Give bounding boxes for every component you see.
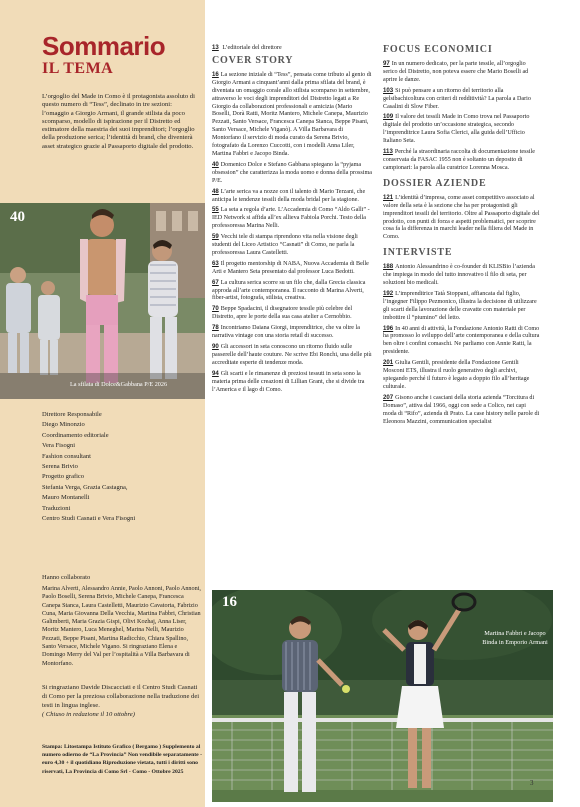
toc-page-number[interactable]: 196: [383, 324, 394, 332]
photo-page-number: 16: [222, 594, 237, 610]
toc-page-number[interactable]: 63: [212, 259, 219, 267]
toc-page-number[interactable]: 78: [212, 324, 219, 332]
toc-entry-text: La sezione iniziale di “Tess”, pensata come tributo al genio di Giorgio Armani a cinquant’anni dalla prima sfilata del brand, è diventata un omaggio corale allo stilista scomparso in settembre, attraverso le voci degli imprenditori del Distretto legati a Re Giorgio da collaborazioni professionali e amicizia (Mario Boselli, Dorà Ratti, Moritz Mantero, Michele Canepa, Maurizio Pezzati, Santo Versace, Francesca Canepa Stanca, Beppe Pisani, Santo Versace, Michele Viganò). A Villa Barbavara di Montorfano il servizio di moda curato da Serena Brivio, fotografato da Lorenzo Cuccotti, con i modelli Anna Liler, Martina Fabbri e Jacopo Binda.: [212, 71, 372, 157]
credit-line: Mauro Montanelli: [42, 494, 90, 502]
toc-page-number[interactable]: 13: [212, 44, 219, 51]
credit-line: Vera Fisogni: [42, 442, 76, 450]
toc-entry: [212, 279, 372, 304]
toc-entry-text: L’imprenditrice Tatà Stoppani, affiancata dal figlio, l’ingegner Filippo Pezmonico, illustra la decisione di utilizzare gli scarti della lavorazione delle cravatte con materiale per imbottire il “piumino” del letto.: [383, 290, 537, 321]
toc-entry: [383, 113, 541, 146]
toc-page-number[interactable]: 192: [383, 289, 394, 297]
toc-entry: [383, 87, 541, 112]
acknowledgements: [42, 683, 202, 719]
toc-page-number[interactable]: 188: [383, 263, 394, 271]
toc-entry-text: In un numero dedicato, per la parte tessile, all’orgoglio serico del Distretto, non poteva essere che Mario Boselli ad aprire le danze.: [383, 61, 529, 83]
tennis-image: [212, 590, 553, 802]
toc-entry-text: Si può pensare a un ritorno del territorio alla gelsibachicoltura con criteri di redditività? La parola a Dario Casalini di Slow Fiber.: [383, 87, 531, 110]
toc-page-number[interactable]: 113: [383, 148, 393, 156]
page-title: Sommario: [42, 31, 166, 61]
toc-entry-text: Il progetto mentorship di NABA, Nuova Accademia di Belle Arti e Mantero Seta presentato dal professor Luca Bedotti.: [212, 260, 369, 275]
toc-entry-text: La cultura serica scorre su un filo che, dalla Grecia classica approda all’arte contemporanea. Il racconto di Marina Alverti, fiber-artist, fotografa, stilista, creativa.: [212, 279, 366, 302]
toc-page-number[interactable]: 70: [212, 305, 219, 313]
toc-entry: [383, 148, 541, 173]
toc-entry: [383, 325, 541, 358]
section-title-cover-story: COVER STORY: [212, 54, 294, 66]
credit-line: Fashion consultant: [42, 452, 91, 460]
toc-entry: [212, 233, 372, 258]
toc-entry-text: Gli accessori in seta conoscono un ritorno fluido sulle passerelle dell’haute couture. Ne scrive Ebi Ronchi, una delle più accreditate esperte di tendenze moda.: [212, 344, 372, 366]
credit-line: Stefania Verga, Grazia Castagna,: [42, 483, 128, 491]
fashion-show-photo: [0, 203, 205, 399]
credit-line: Serena Brivio: [42, 463, 78, 471]
toc-page-number[interactable]: 94: [212, 369, 219, 377]
masthead: [42, 32, 165, 78]
toc-page-number[interactable]: 55: [212, 206, 219, 214]
toc-entry-text: L’editoriale del direttore: [222, 45, 282, 51]
section-title-dossier-aziende: DOSSIER AZIENDE: [383, 177, 487, 189]
toc-entry: [383, 263, 541, 288]
toc-entry: [212, 44, 372, 53]
toc-entry: [383, 194, 541, 242]
toc-entry-text: Vecchi tele di stampa riprendono vita nella visione degli studenti del Liceo Artistico “Casnati” di Como, ne parla la professoressa Laura Castelletti.: [212, 234, 358, 256]
toc-entry: [212, 370, 372, 395]
toc-entry-text: Gli scarti e le rimanenze di preziosi tessuti in seta sono la materia prima delle creazioni di Lillian Grant, che si divide tra l’America e il lago di Como.: [212, 370, 365, 393]
section-title-focus-economici: FOCUS ECONOMICI: [383, 44, 493, 55]
credit-line: Diego Minonzio: [42, 421, 85, 429]
printing-info: Stampa: Litostampa Istituto Grafico ( Bergamo ) Supplemento al numero odierno de “La Provincia” Non vendibile separatamente - euro 4,30 + il quotidiano Riproduzione vietata, tutti i diritti sono riservati, La Provincia di Como Srl - Como - Ottobre 2025: [42, 744, 202, 775]
toc-entry-text: Beppe Spadacini, il disegnatore tessile più celebre del Distretto, apre le porte della sua casa atelier a Cernobbio.: [212, 306, 353, 321]
section-title-interviste: INTERVISTE: [383, 247, 453, 259]
toc-entry-text: Antonio Alessandrino è co-founder di KLISBio l’azienda che impiega in modo del tutto innovativo il filo di seta, per soluzioni bio medicali.: [383, 264, 535, 287]
toc-page-number[interactable]: 97: [383, 60, 390, 67]
fashion-show-image: [0, 203, 205, 399]
collaborators-list: Marina Alverti, Alessandro Annie, Paolo Annoni, Paolo Annoni, Paolo Boselli, Serena Brivio, Michele Canepa, Francesca Canepa Stanca, Laura Castelletti, Maurizio Cavatorta, Fabrizio Cuna, Maria Giovanna Della Vecchia, Martina Fabbri, Christian Galimberti, Maria Grazia Gispi, Olivi Kozhaj, Anna Liser, Moritz Mantero, Luca Meneghel, Marina Nelli, Maurizio Pezzati, Beppe Pisani, Martina Radicchio, Chiara Spallino, Santo Versace, Michele Vigano. Si ringraziano Elena e Domingo Merry del Val per l’ospitalità a Villa Barbavara di Montorfano.: [42, 585, 201, 667]
credit-line: Centro Studi Casnati e Vera Fisogni: [42, 515, 136, 523]
toc-page-number[interactable]: 201: [383, 359, 394, 367]
toc-entry: [212, 206, 372, 231]
intro-text: L’orgoglio del Made in Como è il protagonista assoluto di questo numero di “Tess”, declinato in tre sezioni: l’omaggio a Giorgio Armani, il grande stilista da poco scomparso, modello di ispirazione per il Distretto ed estimatore della maestria dei suoi imprenditori; l’orgoglio della produzione serica; l’identità di brand, che diventerà asset strategico grazie al Passaporto digitale del prodotto.: [42, 93, 195, 150]
tennis-photo: [212, 590, 553, 802]
credit-line: Coordinamento editoriale: [42, 431, 109, 439]
photo-page-number: 40: [10, 209, 25, 225]
toc-entry-text: Giulia Gentili, presidente della Fondazione Gentili Mosconi ETS, illustra il ruolo generativo degli archivi, spiegando perché il futuro è legato a doppio filo all’heritage culturale.: [383, 360, 530, 390]
toc-entry-text: In 40 anni di attività, la Fondazione Antonio Ratti di Como ha promosso lo sviluppo dell’arte contemporanea e della cultura ben oltre i confini comaschi. Ne parliamo con Annie Ratti, la presidente.: [383, 325, 540, 356]
toc-entry: [383, 394, 541, 427]
toc-page-number[interactable]: 90: [212, 343, 219, 350]
toc-entry: [383, 290, 541, 323]
left-column: [0, 0, 205, 807]
toc-page-number[interactable]: 67: [212, 278, 219, 286]
collaborators-label: Hanno collaborato: [42, 574, 91, 581]
toc-page-number[interactable]: 40: [212, 160, 219, 168]
toc-entry: [383, 359, 541, 392]
toc-entry-text: Incontriamo Daiana Giorgi, imprenditrice, che va oltre la narrativa vintage con una storia retail di successo.: [212, 325, 360, 340]
toc-entry-text: L’arte serica va a nozze con il talento di Mario Terzani, che anticipa le tendenze tessili della moda bridal per la stagione.: [212, 188, 366, 203]
toc-entry: [212, 343, 372, 368]
toc-page-number[interactable]: 109: [383, 113, 394, 121]
toc-page-number[interactable]: 16: [212, 70, 219, 78]
photo-caption: La sfilata di Dolce&Gabbana P/E 2026: [70, 381, 168, 388]
toc-page-number[interactable]: 59: [212, 233, 219, 241]
toc-entry: [212, 161, 372, 186]
toc-entry-text: Perché la straordinaria raccolta di documentazione tessile conservata da FASAC 1955 non è soltanto un deposito di campionari: la parola alla curatrice Lorenna Mosca.: [383, 149, 535, 171]
toc-entry: [383, 60, 541, 85]
toc-page-number[interactable]: 48: [212, 187, 219, 195]
credit-line: Direttore Responsabile: [42, 411, 102, 418]
folio-page-number: 3: [530, 779, 534, 787]
page-subtitle: IL TEMA: [42, 60, 114, 77]
toc-entry-text: Gisono anche i casciani della storia azienda “Torcitura di Domaso”, attiva dal 1966, oggi con sede a Colico, nei capi moda di “Rifo”, azienda di Prato. La case history nelle parole di Eleonora Mazzini, communication specialist: [383, 394, 540, 425]
credit-line: Progetto grafico: [42, 473, 85, 481]
middle-column: [212, 44, 372, 396]
staff-credits: [42, 410, 202, 524]
acknowledgements-text: Si ringraziano Davide Discacciati e il Centro Studi Casnati di Como per la preziosa collaborazione nella traduzione dei testi in lingua inglese.: [42, 684, 200, 709]
photo-caption: Martina Fabbri e Jacopo Binda in Emporio Armani: [482, 630, 548, 646]
toc-entry-text: L’identità d’impresa, come asset competitivo associato al valore della seta è la sezione che ha per protagonisti gli imprenditori tessili del territorio. Oltre al Passaporto digitale del prodotto, con punti di forza e aspetti problematici, per scoprire cosa fa la differenza in marchi leader nella filiera del Made in Como.: [383, 194, 540, 241]
toc-entry-text: Domenico Dolce e Stefano Gabbana spiegano la “pyjama obsession” che caratterizza la moda uomo e donna della prossima P/E.: [212, 161, 372, 184]
toc-entry: [212, 324, 372, 341]
toc-page-number[interactable]: 103: [383, 86, 394, 94]
toc-page-number[interactable]: 121: [383, 193, 394, 201]
toc-entry: [212, 71, 372, 159]
toc-entry: [212, 305, 372, 322]
toc-entry-text: Il valore dei tessili Made in Como trova nel Passaporto digitale del prodotto un’occasione strategica, secondo l’imprenditrice Laura Sofia Clerici, alla guida dell’Ufficio Italiano Seta.: [383, 114, 530, 145]
closing-date-note: ( Chiuso in redazione il 10 ottobre): [42, 711, 135, 718]
toc-entry: [212, 188, 372, 205]
right-column: [383, 44, 541, 428]
credit-line: Traduzioni: [42, 504, 71, 512]
toc-entry: [212, 260, 372, 277]
toc-entry-text: La seta a regola d’arte. L’Accademia di Como “Aldo Galli” - IED Network si affida all’ex allieva Fabiola Porchi. Testo della professoressa Marina Nelli.: [212, 207, 370, 230]
toc-page-number[interactable]: 207: [383, 393, 394, 401]
